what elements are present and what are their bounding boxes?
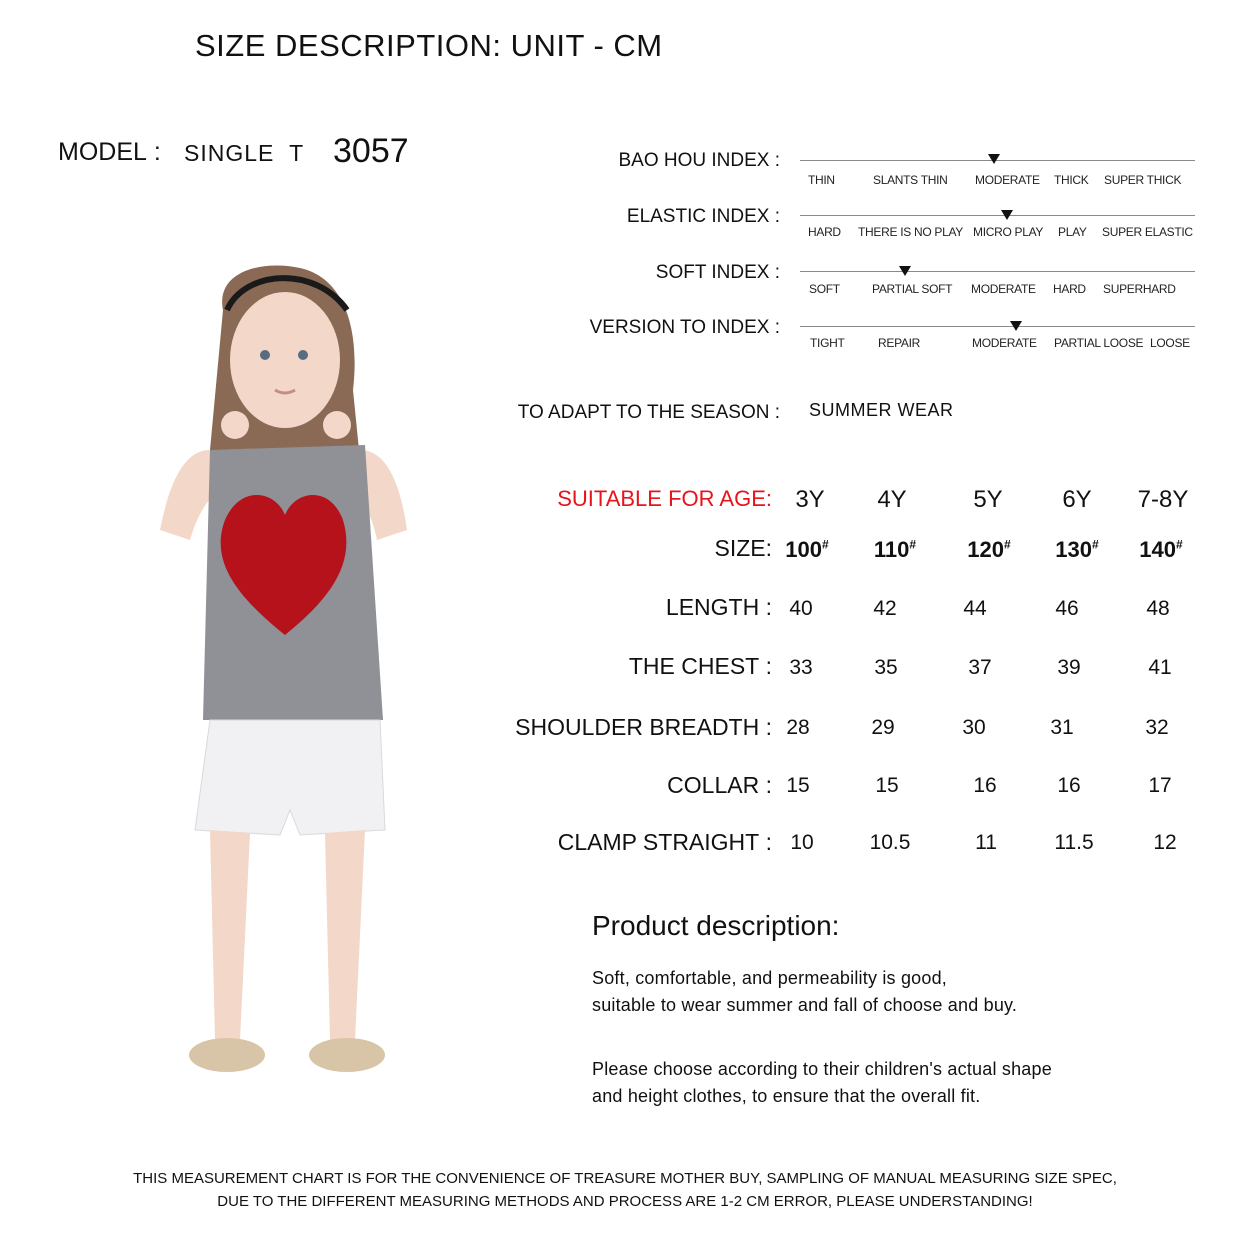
elastic-option: HARD — [808, 225, 841, 239]
footer-note-line1: THIS MEASUREMENT CHART IS FOR THE CONVENIENCE OF TREASURE MOTHER BUY, SAMPLING OF MANUAL MEASURING SIZE SPEC, — [133, 1170, 1117, 1187]
bao-hou-index-marker — [988, 154, 1000, 164]
table-cell: 10.5 — [869, 831, 911, 854]
table-cell: 12 — [1153, 831, 1177, 854]
table-cell: 28 — [786, 716, 810, 739]
soft-option: PARTIAL SOFT — [872, 282, 953, 296]
model-value: SINGLE T — [184, 140, 305, 166]
table-cell: 29 — [871, 716, 895, 739]
age-header: 4Y — [877, 486, 907, 513]
age-header: 7-8Y — [1137, 486, 1189, 513]
version-option: TIGHT — [810, 336, 845, 350]
table-cell: 32 — [1145, 716, 1169, 739]
size-value: 120 — [967, 537, 1005, 562]
chest-label: THE CHEST : — [628, 653, 772, 679]
size-value: 100 — [785, 537, 823, 562]
bao-hou-option: SLANTS THIN — [873, 173, 948, 187]
version-index-scale — [800, 326, 1195, 327]
age-label: SUITABLE FOR AGE: — [557, 486, 772, 511]
table-cell: 35 — [874, 656, 898, 679]
size-value: 110 — [873, 537, 910, 562]
size-label: SIZE: — [714, 535, 772, 561]
model-number: 3057 — [333, 132, 409, 170]
bao-hou-option: MODERATE — [975, 173, 1040, 187]
bao-hou-option: THICK — [1054, 173, 1089, 187]
footer-note-line2: DUE TO THE DIFFERENT MEASURING METHODS AND PROCESS ARE 1-2 CM ERROR, PLEASE UNDERSTANDING! — [217, 1193, 1033, 1210]
soft-option: MODERATE — [971, 282, 1036, 296]
age-header: 3Y — [795, 486, 825, 513]
soft-index-scale — [800, 271, 1195, 272]
soft-option: SOFT — [809, 282, 840, 296]
age-header: 6Y — [1062, 486, 1092, 513]
table-cell: 46 — [1055, 597, 1079, 620]
elastic-index-marker — [1001, 210, 1013, 220]
size-value: 140 — [1139, 537, 1177, 562]
description-line: suitable to wear summer and fall of choose and buy. — [592, 995, 1018, 1015]
table-cell: 11 — [975, 831, 997, 854]
elastic-index-scale — [800, 215, 1195, 216]
table-cell: 10 — [790, 831, 814, 854]
size-value: 130 — [1055, 537, 1093, 562]
product-photo — [115, 250, 435, 1100]
model-label: MODEL : — [58, 138, 161, 166]
version-option: MODERATE — [972, 336, 1037, 350]
size-header — [944, 537, 1034, 563]
size-mark: # — [822, 537, 829, 552]
table-cell: 39 — [1057, 656, 1081, 679]
size-header — [850, 537, 940, 563]
elastic-option: PLAY — [1058, 225, 1087, 239]
version-option: PARTIAL LOOSE — [1054, 336, 1144, 350]
size-header — [1116, 537, 1206, 563]
table-cell: 15 — [875, 774, 899, 797]
description-heading: Product description: — [592, 910, 840, 941]
elastic-option: THERE IS NO PLAY — [858, 225, 964, 239]
collar-label: COLLAR : — [667, 772, 772, 798]
table-cell: 17 — [1148, 774, 1172, 797]
elastic-option: SUPER ELASTIC — [1102, 225, 1193, 239]
table-cell: 16 — [1057, 774, 1081, 797]
table-cell: 44 — [963, 597, 987, 620]
size-mark: # — [1004, 537, 1011, 552]
version-option: REPAIR — [878, 336, 920, 350]
clamp-straight-label: CLAMP STRAIGHT : — [557, 829, 772, 855]
size-mark: # — [909, 537, 917, 552]
soft-index-label: SOFT INDEX : — [655, 262, 780, 283]
size-mark: # — [1176, 537, 1183, 552]
bao-hou-option: SUPER THICK — [1104, 173, 1182, 187]
age-header: 5Y — [973, 486, 1003, 513]
length-label: LENGTH : — [665, 594, 772, 620]
table-cell: 42 — [873, 597, 897, 620]
elastic-option: MICRO PLAY — [973, 225, 1044, 239]
version-index-marker — [1010, 321, 1022, 331]
page-title: SIZE DESCRIPTION: UNIT - CM — [195, 28, 663, 63]
shoulder-label: SHOULDER BREADTH : — [515, 714, 772, 740]
season-value: SUMMER WEAR — [809, 400, 954, 420]
season-label: TO ADAPT TO THE SEASON : — [517, 402, 780, 423]
elastic-index-label: ELASTIC INDEX : — [626, 206, 780, 227]
bao-hou-index-label: BAO HOU INDEX : — [618, 150, 780, 171]
table-cell: 37 — [968, 656, 992, 679]
soft-index-marker — [899, 266, 911, 276]
description-line: Soft, comfortable, and permeability is good, — [592, 968, 947, 988]
soft-option: SUPERHARD — [1103, 282, 1176, 296]
table-cell: 40 — [789, 597, 813, 620]
table-cell: 41 — [1148, 656, 1172, 679]
table-cell: 31 — [1050, 716, 1074, 739]
size-mark: # — [1092, 537, 1099, 552]
table-cell: 33 — [789, 656, 813, 679]
version-option: LOOSE — [1150, 336, 1190, 350]
description-line: and height clothes, to ensure that the overall fit. — [592, 1086, 981, 1106]
table-cell: 48 — [1146, 597, 1170, 620]
table-cell: 30 — [962, 716, 986, 739]
table-cell: 16 — [973, 774, 997, 797]
size-header — [1032, 537, 1122, 563]
description-line: Please choose according to their children's actual shape — [592, 1059, 1052, 1079]
soft-option: HARD — [1053, 282, 1086, 296]
table-cell: 11.5 — [1054, 831, 1094, 854]
table-cell: 15 — [786, 774, 810, 797]
bao-hou-option: THIN — [808, 173, 835, 187]
version-index-label: VERSION TO INDEX : — [589, 317, 780, 338]
size-header — [762, 537, 852, 563]
